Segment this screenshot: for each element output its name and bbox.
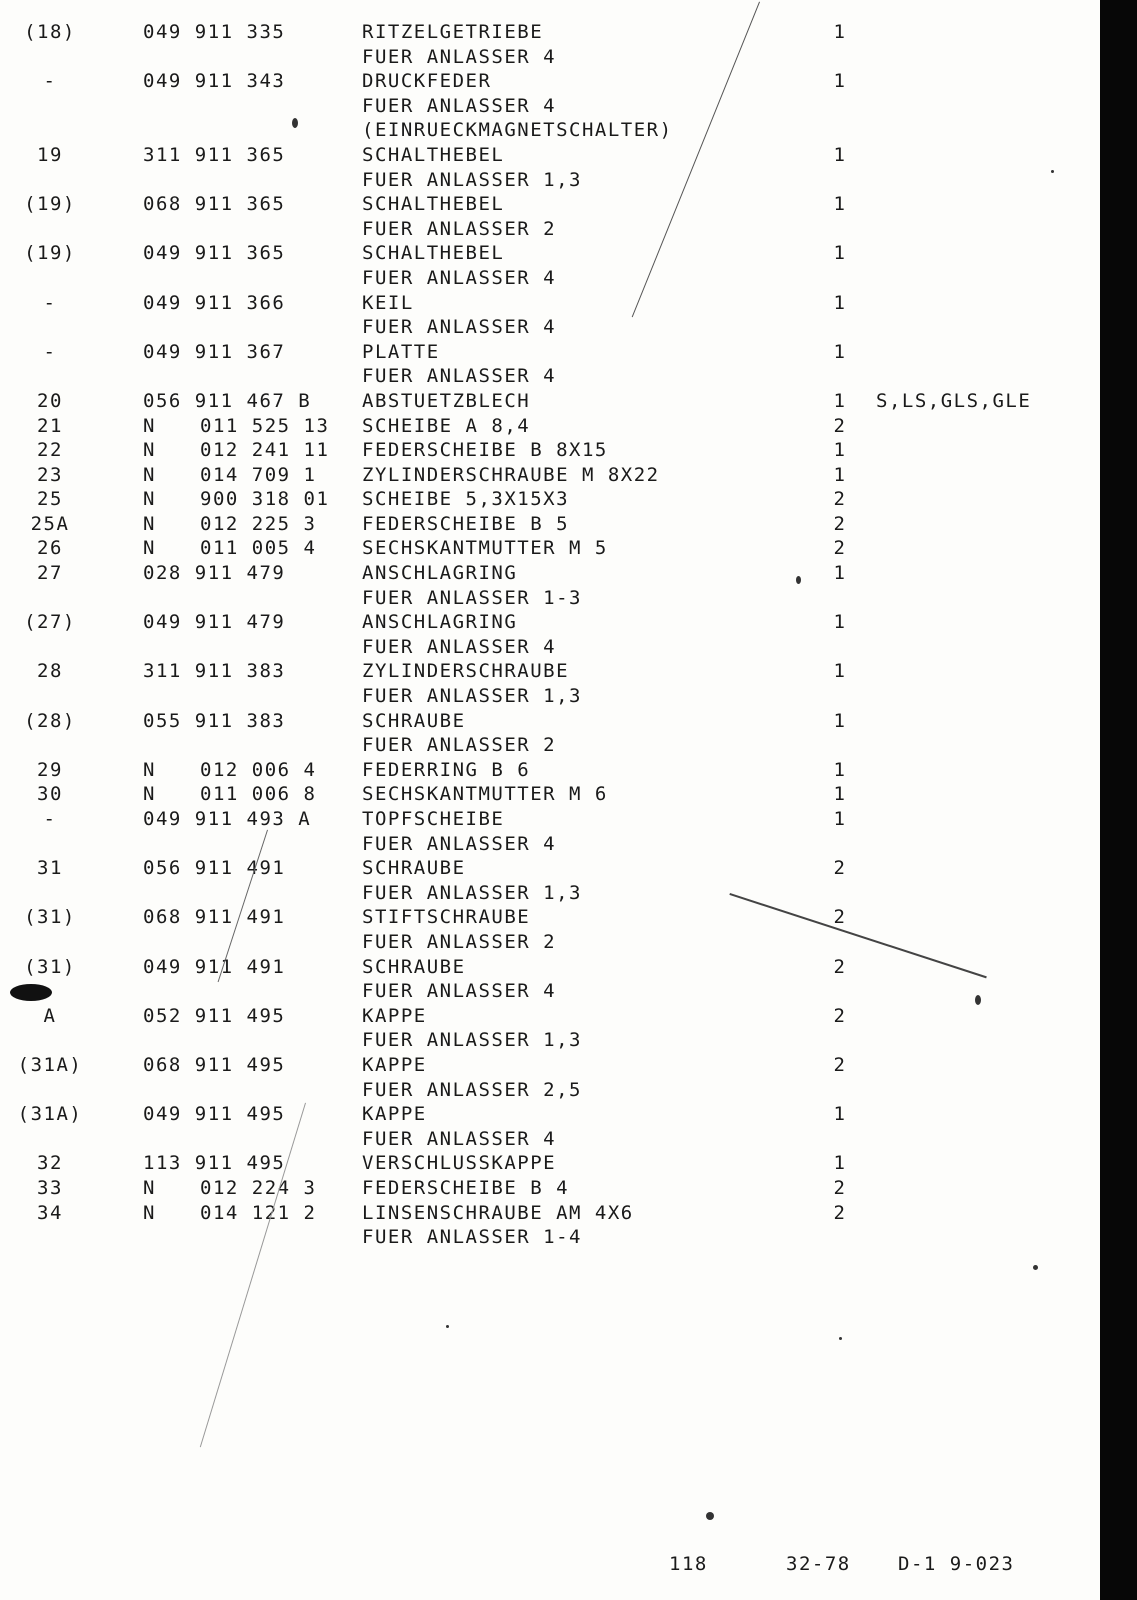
quantity: 1 xyxy=(833,660,847,683)
part-note: FUER ANLASSER 1-4 xyxy=(362,1226,582,1249)
part-number: 012 224 3 xyxy=(200,1176,317,1199)
quantity: 2 xyxy=(833,537,847,560)
position-number: - xyxy=(43,70,57,93)
quantity: 1 xyxy=(833,611,847,634)
part-row xyxy=(0,807,1100,832)
part-description: VERSCHLUSSKAPPE xyxy=(362,1152,557,1175)
norm-part-flag: N xyxy=(143,537,156,560)
position-number: - xyxy=(43,291,57,314)
part-note-row xyxy=(0,881,1100,906)
speck xyxy=(839,1337,842,1340)
position-number: 29 xyxy=(37,758,63,781)
part-number: 014 709 1 xyxy=(200,463,317,486)
part-row xyxy=(0,1053,1100,1078)
position-number: (28) xyxy=(24,709,76,732)
speck xyxy=(975,995,981,1005)
ink-blot xyxy=(10,984,52,1001)
part-description: STIFTSCHRAUBE xyxy=(362,906,531,929)
part-note: FUER ANLASSER 1,3 xyxy=(362,881,582,904)
quantity: 2 xyxy=(833,414,847,437)
part-number: 052 911 495 xyxy=(143,1004,286,1027)
part-row xyxy=(0,463,1100,488)
speck xyxy=(292,118,298,128)
part-note: FUER ANLASSER 4 xyxy=(362,266,557,289)
part-number: 311 911 365 xyxy=(143,143,286,166)
part-number: 028 911 479 xyxy=(143,562,286,585)
speck xyxy=(706,1512,714,1520)
part-number: 014 121 2 xyxy=(200,1201,317,1224)
part-number: 012 006 4 xyxy=(200,758,317,781)
part-number: 049 911 365 xyxy=(143,242,286,265)
quantity: 1 xyxy=(833,193,847,216)
quantity: 2 xyxy=(833,1004,847,1027)
part-description: SCHRAUBE xyxy=(362,955,466,978)
part-note: FUER ANLASSER 4 xyxy=(362,635,557,658)
position-number: 25A xyxy=(30,512,70,535)
part-note-row xyxy=(0,930,1100,955)
position-number: 34 xyxy=(37,1201,63,1224)
part-row xyxy=(0,709,1100,734)
part-row xyxy=(0,905,1100,930)
quantity: 1 xyxy=(833,242,847,265)
position-number: A xyxy=(43,1004,57,1027)
part-note: FUER ANLASSER 1,3 xyxy=(362,168,582,191)
part-note-row xyxy=(0,364,1100,389)
part-number: 068 911 495 xyxy=(143,1053,286,1076)
part-row xyxy=(0,487,1100,512)
part-note: FUER ANLASSER 4 xyxy=(362,45,557,68)
position-number: 22 xyxy=(37,439,63,462)
norm-part-flag: N xyxy=(143,512,156,535)
footer-section-code: D-1 9-023 xyxy=(898,1553,1015,1575)
part-row xyxy=(0,414,1100,439)
part-note: FUER ANLASSER 4 xyxy=(362,316,557,339)
quantity: 2 xyxy=(833,1176,847,1199)
part-row xyxy=(0,438,1100,463)
part-row xyxy=(0,241,1100,266)
part-row xyxy=(0,1201,1100,1226)
part-note: FUER ANLASSER 4 xyxy=(362,980,557,1003)
part-description: SCHEIBE A 8,4 xyxy=(362,414,531,437)
part-description: ZYLINDERSCHRAUBE xyxy=(362,660,570,683)
norm-part-flag: N xyxy=(143,1176,156,1199)
quantity: 1 xyxy=(833,463,847,486)
quantity: 1 xyxy=(833,70,847,93)
quantity: 2 xyxy=(833,1201,847,1224)
part-description: RITZELGETRIEBE xyxy=(362,21,544,43)
quantity: 1 xyxy=(833,758,847,781)
parts-table xyxy=(0,20,1100,1250)
part-description: SCHALTHEBEL xyxy=(362,242,505,265)
part-number: 900 318 01 xyxy=(200,488,330,511)
part-row xyxy=(0,610,1100,635)
part-description: SECHSKANTMUTTER M 5 xyxy=(362,537,608,560)
part-note: FUER ANLASSER 2 xyxy=(362,734,557,757)
part-note: FUER ANLASSER 2,5 xyxy=(362,1078,582,1101)
speck xyxy=(446,1325,449,1328)
part-number: 113 911 495 xyxy=(143,1152,286,1175)
part-row xyxy=(0,340,1100,365)
part-number: 049 911 343 xyxy=(143,70,286,93)
part-description: ABSTUETZBLECH xyxy=(362,389,531,412)
position-number: 33 xyxy=(37,1176,63,1199)
part-number: 012 241 11 xyxy=(200,439,330,462)
norm-part-flag: N xyxy=(143,758,156,781)
part-note-row xyxy=(0,1078,1100,1103)
part-row xyxy=(0,1004,1100,1029)
quantity: 1 xyxy=(833,340,847,363)
position-number: 20 xyxy=(37,389,63,412)
position-number: 19 xyxy=(37,143,63,166)
part-description: SCHRAUBE xyxy=(362,857,466,880)
position-number: 27 xyxy=(37,562,63,585)
part-number: 049 911 493 A xyxy=(143,808,312,830)
quantity: 2 xyxy=(833,488,847,511)
part-description: FEDERRING B 6 xyxy=(362,758,531,781)
part-row xyxy=(0,20,1100,45)
part-description: FEDERSCHEIBE B 4 xyxy=(362,1176,570,1199)
part-row xyxy=(0,659,1100,684)
part-number: 011 006 8 xyxy=(200,783,317,806)
part-number: 068 911 491 xyxy=(143,906,286,929)
part-number: 049 911 491 xyxy=(143,955,286,978)
part-note: FUER ANLASSER 1,3 xyxy=(362,685,582,708)
position-number: 31 xyxy=(37,857,63,880)
position-number: (31) xyxy=(24,955,76,978)
quantity: 1 xyxy=(833,1152,847,1175)
part-description: FEDERSCHEIBE B 5 xyxy=(362,512,570,535)
part-number: 049 911 367 xyxy=(143,340,286,363)
part-note-row xyxy=(0,266,1100,291)
part-note-row xyxy=(0,1028,1100,1053)
part-number: 049 911 495 xyxy=(143,1103,286,1126)
part-description: TOPFSCHEIBE xyxy=(362,808,505,830)
part-note: FUER ANLASSER 4 xyxy=(362,1127,557,1150)
part-row xyxy=(0,561,1100,586)
quantity: 2 xyxy=(833,906,847,929)
part-number: 055 911 383 xyxy=(143,709,286,732)
part-description: LINSENSCHRAUBE AM 4X6 xyxy=(362,1201,634,1224)
position-number: (18) xyxy=(24,21,76,43)
part-number: 012 225 3 xyxy=(200,512,317,535)
quantity: 1 xyxy=(833,709,847,732)
norm-part-flag: N xyxy=(143,783,156,806)
part-row xyxy=(0,1176,1100,1201)
part-row xyxy=(0,291,1100,316)
quantity: 1 xyxy=(833,562,847,585)
position-number: - xyxy=(43,808,57,830)
part-row xyxy=(0,758,1100,783)
part-description: ZYLINDERSCHRAUBE M 8X22 xyxy=(362,463,660,486)
part-description: KAPPE xyxy=(362,1004,427,1027)
part-note: FUER ANLASSER 2 xyxy=(362,217,557,240)
part-description: SCHALTHEBEL xyxy=(362,143,505,166)
part-note-row xyxy=(0,118,1100,143)
quantity: 2 xyxy=(833,1053,847,1076)
norm-part-flag: N xyxy=(143,1201,156,1224)
part-note-row xyxy=(0,635,1100,660)
part-row xyxy=(0,143,1100,168)
quantity: 1 xyxy=(833,143,847,166)
page-number: 118 xyxy=(669,1553,708,1575)
scan-edge-bar xyxy=(1100,0,1137,1600)
part-note-row xyxy=(0,832,1100,857)
position-number: 26 xyxy=(37,537,63,560)
position-number: (31A) xyxy=(17,1103,83,1126)
part-number: 056 911 467 B xyxy=(143,389,312,412)
part-note-row xyxy=(0,45,1100,70)
part-note: FUER ANLASSER 4 xyxy=(362,365,557,388)
part-description: SECHSKANTMUTTER M 6 xyxy=(362,783,608,806)
page-footer xyxy=(0,1553,1100,1583)
position-number: - xyxy=(43,340,57,363)
footer-date-code: 32-78 xyxy=(786,1553,851,1575)
part-description: KAPPE xyxy=(362,1053,427,1076)
part-note: FUER ANLASSER 1-3 xyxy=(362,586,582,609)
part-description: ANSCHLAGRING xyxy=(362,611,518,634)
part-row xyxy=(0,69,1100,94)
quantity: 1 xyxy=(833,439,847,462)
part-note: FUER ANLASSER 4 xyxy=(362,832,557,855)
part-note-row xyxy=(0,1127,1100,1152)
part-description: SCHEIBE 5,3X15X3 xyxy=(362,488,570,511)
part-row xyxy=(0,1151,1100,1176)
part-description: KAPPE xyxy=(362,1103,427,1126)
norm-part-flag: N xyxy=(143,414,156,437)
part-note-row xyxy=(0,94,1100,119)
quantity: 1 xyxy=(833,389,847,412)
norm-part-flag: N xyxy=(143,463,156,486)
part-description: KEIL xyxy=(362,291,414,314)
quantity: 1 xyxy=(833,291,847,314)
speck xyxy=(796,576,801,584)
quantity: 1 xyxy=(833,1103,847,1126)
part-note-row xyxy=(0,1225,1100,1250)
part-note-row xyxy=(0,684,1100,709)
norm-part-flag: N xyxy=(143,439,156,462)
position-number: 32 xyxy=(37,1152,63,1175)
part-row xyxy=(0,389,1100,414)
part-note-row xyxy=(0,586,1100,611)
part-note: FUER ANLASSER 4 xyxy=(362,94,557,117)
part-number: 011 005 4 xyxy=(200,537,317,560)
part-description: DRUCKFEDER xyxy=(362,70,492,93)
part-note: FUER ANLASSER 1,3 xyxy=(362,1029,582,1052)
part-number: 068 911 365 xyxy=(143,193,286,216)
part-number: 049 911 335 xyxy=(143,21,286,43)
part-note-row xyxy=(0,979,1100,1004)
part-row xyxy=(0,1102,1100,1127)
part-note: (EINRUECKMAGNETSCHALTER) xyxy=(362,119,673,142)
model-applicability: S,LS,GLS,GLE xyxy=(876,389,1032,412)
part-row xyxy=(0,512,1100,537)
part-number: 011 525 13 xyxy=(200,414,330,437)
part-description: SCHRAUBE xyxy=(362,709,466,732)
part-number: 311 911 383 xyxy=(143,660,286,683)
part-note-row xyxy=(0,168,1100,193)
position-number: 25 xyxy=(37,488,63,511)
norm-part-flag: N xyxy=(143,488,156,511)
part-description: ANSCHLAGRING xyxy=(362,562,518,585)
part-note-row xyxy=(0,315,1100,340)
part-description: SCHALTHEBEL xyxy=(362,193,505,216)
quantity: 1 xyxy=(833,21,847,43)
part-row xyxy=(0,536,1100,561)
part-row xyxy=(0,955,1100,980)
quantity: 2 xyxy=(833,857,847,880)
position-number: 21 xyxy=(37,414,63,437)
position-number: 30 xyxy=(37,783,63,806)
part-number: 049 911 479 xyxy=(143,611,286,634)
quantity: 2 xyxy=(833,955,847,978)
position-number: (27) xyxy=(24,611,76,634)
speck xyxy=(1051,170,1054,173)
quantity: 1 xyxy=(833,783,847,806)
position-number: (19) xyxy=(24,193,76,216)
part-row xyxy=(0,782,1100,807)
position-number: (31) xyxy=(24,906,76,929)
part-description: PLATTE xyxy=(362,340,440,363)
part-note-row xyxy=(0,217,1100,242)
quantity: 1 xyxy=(833,808,847,830)
part-row xyxy=(0,856,1100,881)
position-number: 23 xyxy=(37,463,63,486)
position-number: 28 xyxy=(37,660,63,683)
speck xyxy=(1033,1265,1038,1270)
position-number: (19) xyxy=(24,242,76,265)
quantity: 2 xyxy=(833,512,847,535)
part-number: 056 911 491 xyxy=(143,857,286,880)
position-number: (31A) xyxy=(17,1053,83,1076)
part-number: 049 911 366 xyxy=(143,291,286,314)
part-note-row xyxy=(0,733,1100,758)
part-note: FUER ANLASSER 2 xyxy=(362,930,557,953)
part-description: FEDERSCHEIBE B 8X15 xyxy=(362,439,608,462)
part-row xyxy=(0,192,1100,217)
